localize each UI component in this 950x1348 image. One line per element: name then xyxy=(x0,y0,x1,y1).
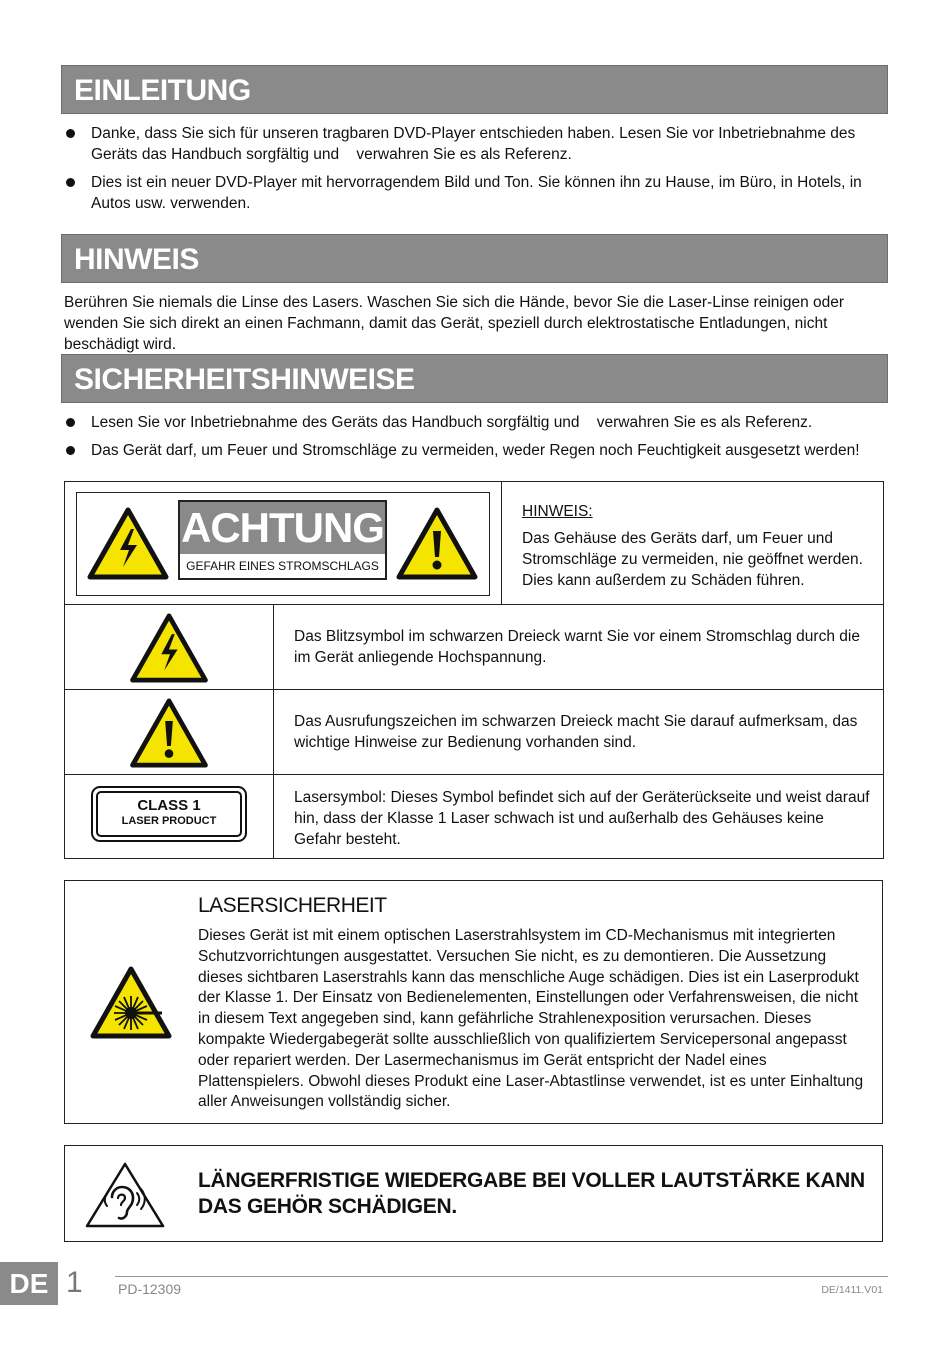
hinweis-cell xyxy=(502,482,884,605)
lightning-warning-icon xyxy=(129,613,209,683)
warning-table xyxy=(64,481,884,859)
model-number: PD-12309 xyxy=(118,1281,182,1297)
lightning-warning-icon xyxy=(87,507,169,580)
class-label: CLASS 1 xyxy=(137,797,201,814)
table-row-text: Lasersymbol: Dieses Symbol befindet sich auf der Geräterückseite und weist darauf hin, dass der Klasse 1 Laser schwach ist und außerhalb des Gehäuses keine Gefahr besteht. xyxy=(294,789,870,848)
hearing-warning-text: LÄNGERFRISTIGE WIEDERGABE BEI VOLLER LAUTSTÄRKE KANN DAS GEHÖR SCHÄDIGEN. xyxy=(198,1169,865,1218)
section-title-notice: HINWEIS xyxy=(61,234,888,283)
class-sub-label: LASER PRODUCT xyxy=(121,815,217,827)
section-title-intro: EINLEITUNG xyxy=(61,65,888,114)
table-row-text: Das Blitzsymbol im schwarzen Dreieck warnt Sie vor einem Stromschlag durch die im Gerät anliegende Hochspannung. xyxy=(294,628,860,666)
table-row-text: Das Ausrufungszeichen im schwarzen Dreieck macht Sie darauf aufmerksam, das wichtige Hinweise zur Bedienung vorhanden sind. xyxy=(294,713,858,751)
achtung-cell xyxy=(65,482,502,605)
language-badge: DE xyxy=(0,1262,58,1305)
hinweis-text: Das Gehäuse des Geräts darf, um Feuer und Stromschläge zu vermeiden, nie geöffnet werden. Dies kann außerdem zu Schäden führen. xyxy=(522,530,863,589)
achtung-title: ACHTUNG xyxy=(180,502,385,554)
hearing-damage-icon xyxy=(83,1160,167,1230)
list-item: Lesen Sie vor Inbetriebnahme des Geräts das Handbuch sorgfältig und verwahren Sie es als Referenz. xyxy=(66,412,878,433)
page-number: 1 xyxy=(66,1266,83,1299)
safety-list xyxy=(66,412,878,468)
hearing-warning-box xyxy=(64,1145,883,1242)
laser-warning-icon xyxy=(90,966,172,1039)
hinweis-title: HINWEIS: xyxy=(522,503,593,520)
list-item: Danke, dass Sie sich für unseren tragbaren DVD-Player entschieden haben. Lesen Sie vor Inbetriebnahme des Geräts das Handbuch sorgfältig und verwahren Sie es als Referenz. xyxy=(66,123,878,165)
laser-safety-title: LASERSICHERHEIT xyxy=(198,894,387,917)
table-row xyxy=(274,775,884,859)
table-row xyxy=(274,605,884,690)
list-item: Dies ist ein neuer DVD-Player mit hervorragendem Bild und Ton. Sie können ihn zu Hause, im Büro, in Hotels, in Autos usw. verwenden. xyxy=(66,172,878,214)
laser-safety-box xyxy=(64,880,883,1124)
table-row xyxy=(274,690,884,775)
list-item: Das Gerät darf, um Feuer und Stromschläge zu vermeiden, weder Regen noch Feuchtigkeit ausgesetzt werden! xyxy=(66,440,878,461)
achtung-label xyxy=(76,492,490,596)
achtung-sign xyxy=(178,500,387,580)
intro-list xyxy=(66,123,878,221)
table-row-icon-cell xyxy=(65,690,274,775)
laser-safety-text: Dieses Gerät ist mit einem optischen Laserstrahlsystem im CD-Mechanismus mit integrierten Schutzvorrichtungen ausgestattet. Versuchen Sie nicht, es zu demontieren. Die Aussetzung dieses sichtbaren Laserstrahls kann das menschliche Auge schädigen. Dies ist ein Laserprodukt der Klasse 1. Der Einsatz von Bedienelementen, Einstellungen oder Verfahrensweisen, die nicht in diesem Text angegeben sind, kann gefährliche Strahlenexposition verursachen. Dieses kompakte Wiedergabegerät sollte ausschließlich von qualifiziertem Servicepersonal angepasst oder repariert werden. Der Lasermechanismus im Gerät entspricht der Nadel eines Plattenspielers. Obwohl dieses Produkt eine Laser-Abtastlinse verwendet, ist es unter Einhaltung aller Anweisungen vollständig sicher. xyxy=(198,927,864,1111)
exclamation-warning-icon xyxy=(129,698,209,768)
class1-laser-label xyxy=(91,786,247,842)
exclamation-warning-icon xyxy=(396,507,478,580)
version-code: DE/1411.V01 xyxy=(821,1284,883,1296)
section-title-safety: SICHERHEITSHINWEISE xyxy=(61,354,888,403)
achtung-subtitle: GEFAHR EINES STROMSCHLAGS xyxy=(180,554,385,578)
table-row-icon-cell xyxy=(65,775,274,859)
footer-divider xyxy=(115,1276,888,1277)
table-row-icon-cell xyxy=(65,605,274,690)
notice-text: Berühren Sie niemals die Linse des Lasers. Waschen Sie sich die Hände, bevor Sie die Laser-Linse reinigen oder wenden Sie sich direkt an einen Fachmann, damit das Gerät, speziell durch elektrostatische Entladungen, nicht beschädigt wird. xyxy=(64,294,845,353)
